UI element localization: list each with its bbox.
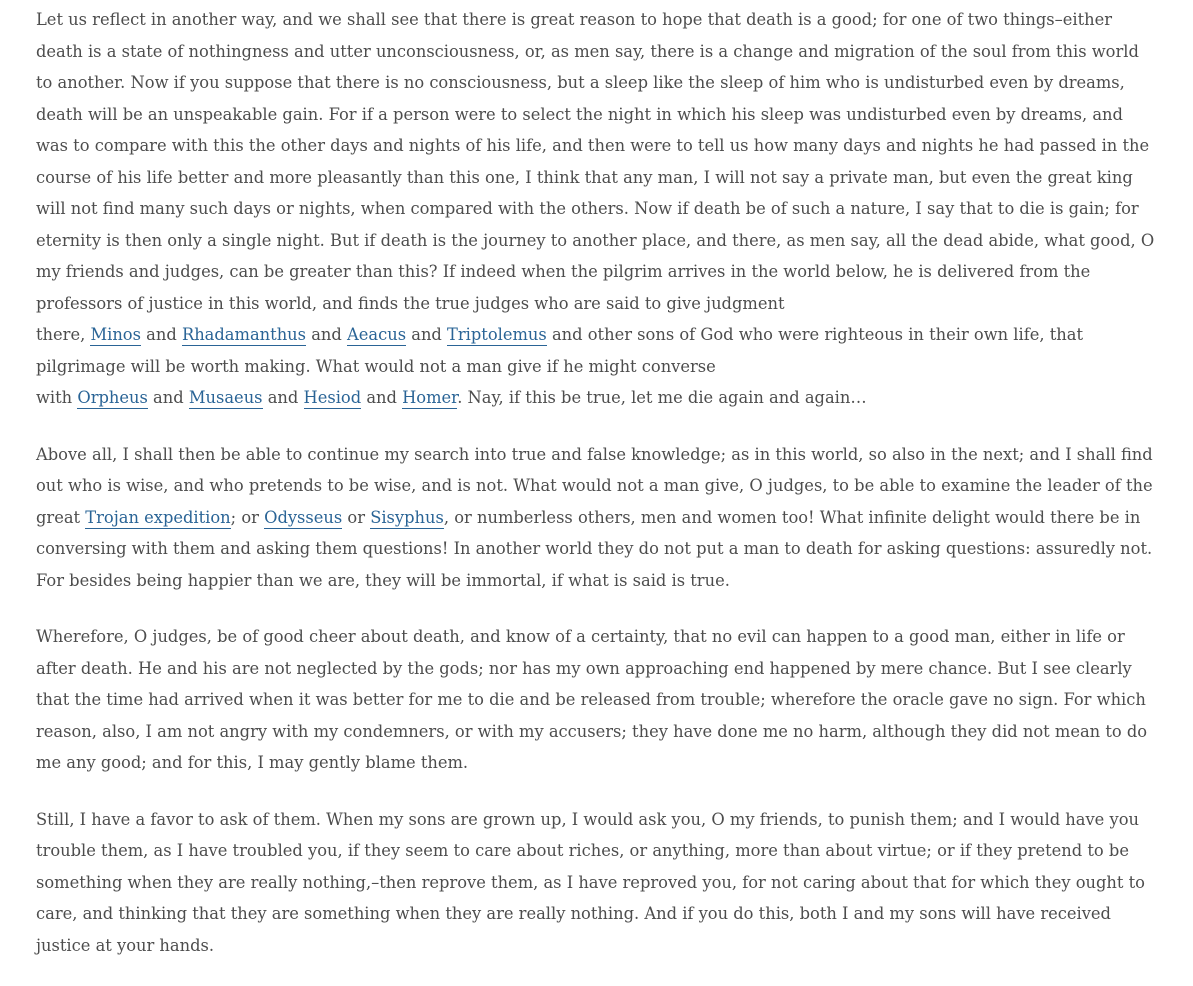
link-odysseus[interactable]: Odysseus — [264, 507, 343, 527]
link-trojan-expedition[interactable]: Trojan expedition — [85, 507, 231, 527]
paragraph-2 — [36, 439, 1160, 597]
paragraph-text: and — [361, 388, 403, 407]
paragraph-text: and — [140, 325, 182, 344]
link-orpheus[interactable]: Orpheus — [77, 388, 148, 407]
link-homer[interactable]: Homer — [402, 388, 458, 407]
paragraph-text: or — [342, 507, 371, 527]
link-aeacus[interactable]: Aeacus — [347, 325, 407, 344]
paragraph-text: and — [262, 388, 304, 407]
paragraph-text: Let us reflect in another way, and we shall see that there is great reason to hope that death is a good; for one of two things–either death is a state of nothingness and utter unconsciousness, or, as men say, there is a change and migration of the soul from this world to another. Now if you suppose that there is no consciousness, but a sleep like the sleep of him who is undisturbed even by dreams, death will be an unspeakable gain. For if a person were to select the night in which his sleep was undisturbed even by dreams, and was to compare with this the other days and nights of his life, and then were to tell us how many days and nights he had passed in the course of his life better and more pleasantly than this one, I think that any man, I will not say a private man, but even the great king will not find many such days or nights, when compared with the others. Now if death be of such a nature, I say that to die is gain; for eternity is then only a single night. But if death is the journey to another place, and there, as men say, all the dead abide, what good, O my friends and judges, can be greater than this? If indeed when the pilgrim arrives in the world below, he is delivered from the professors of justice in this world, and finds the true judges who are said to give judgment — [36, 10, 1155, 313]
link-rhadamanthus[interactable]: Rhadamanthus — [181, 325, 307, 344]
paragraph-text: and — [406, 325, 448, 344]
paragraph-text: and other sons of God who were righteous in their own life, that pilgrimage will be worth making. What would not a man give if he might converse — [36, 325, 1084, 376]
link-musaeus[interactable]: Musaeus — [188, 388, 263, 407]
link-sisyphus[interactable]: Sisyphus — [370, 507, 444, 527]
paragraph-text: ; or — [230, 507, 265, 527]
paragraph-3: Wherefore, O judges, be of good cheer about death, and know of a certainty, that no evil can happen to a good man, either in life or after death. He and his are not neglected by the gods; nor has my own approaching end happened by mere chance. But I see clearly that the time had arrived when it was better for me to die and be released from trouble; wherefore the oracle gave no sign. For which reason, also, I am not angry with my condemners, or with my accusers; they have done me no harm, although they did not mean to do me any good; and for this, I may gently blame them. — [36, 627, 1148, 772]
paragraph-text: there, — [36, 325, 91, 344]
paragraph-text: and — [306, 325, 347, 344]
paragraph-text: , or numberless others, men and women too! What infinite delight would there be in conversing with them and asking them questions! In another world they do not put a man to death for asking questions: assuredly not. For besides being happier than we are, they will be immortal, if what is said is true. — [36, 507, 1153, 590]
link-triptolemus[interactable]: Triptolemus — [447, 325, 547, 344]
paragraph-1 — [36, 4, 1160, 414]
paragraph-4: Still, I have a favor to ask of them. When my sons are grown up, I would ask you, O my friends, to punish them; and I would have you trouble them, as I have troubled you, if they seem to care about riches, or anything, more than about virtue; or if they pretend to be something when they are really nothing,–then reprove them, as I have reproved you, for not caring about that for which they ought to care, and thinking that they are something when they are really nothing. And if you do this, both I and my sons will have received justice at your hands. — [36, 809, 1145, 955]
paragraph-text: with — [36, 388, 78, 407]
link-minos[interactable]: Minos — [90, 325, 141, 344]
paragraph-text: . Nay, if this be true, let me die again and again… — [457, 388, 867, 407]
article-body — [36, 4, 1160, 986]
link-hesiod[interactable]: Hesiod — [303, 388, 362, 407]
paragraph-text: Above all, I shall then be able to continue my search into true and false knowledge; as in this world, so also in the next; and I shall find out who is wise, and who pretends to be wise, and is not. What would not a man give, O judges, to be able to examine the leader of the great — [36, 444, 1153, 527]
paragraph-text: and — [147, 388, 189, 407]
